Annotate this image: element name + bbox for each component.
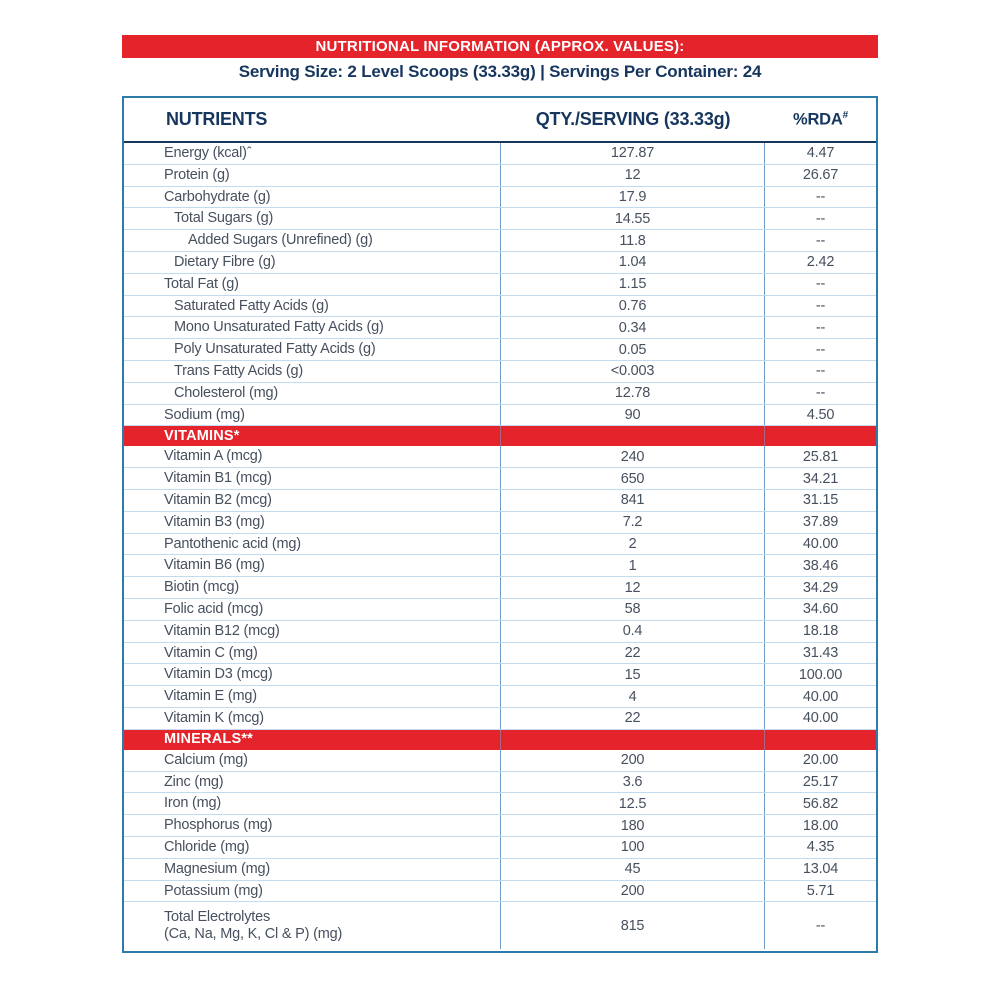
nutrient-cell (124, 446, 501, 467)
table-row (124, 772, 876, 794)
table-header-row (124, 98, 876, 143)
nutrient-cell (124, 534, 501, 555)
qty-cell: 11.8 (501, 230, 765, 251)
rda-cell: 4.35 (806, 839, 835, 856)
nutrient-label: Zinc (mg) (164, 773, 224, 790)
qty-cell: 4 (501, 686, 765, 707)
table-row (124, 361, 876, 383)
nutrient-cell (124, 772, 501, 793)
qty-cell: 12.5 (501, 793, 765, 814)
nutrient-label: Vitamin D3 (mcg) (164, 666, 273, 683)
nutrient-label: Biotin (mcg) (164, 579, 239, 596)
qty-cell: 14.55 (501, 208, 765, 229)
nutrient-cell (124, 621, 501, 642)
nutrient-cell (124, 599, 501, 620)
section-header-label: VITAMINS* (164, 428, 240, 445)
nutrient-cell (124, 837, 501, 858)
rda-cell: 26.67 (802, 167, 839, 184)
nutrient-label: Vitamin B3 (mg) (164, 513, 265, 530)
qty-cell: 240 (501, 446, 765, 467)
nutrient-label: Carbohydrate (g) (164, 188, 271, 205)
qty-cell: 22 (501, 708, 765, 729)
rda-cell: -- (815, 363, 826, 380)
nutrient-cell (124, 274, 501, 295)
nutrient-cell (124, 902, 501, 949)
table-row (124, 274, 876, 296)
nutrient-label: Trans Fatty Acids (g) (174, 363, 304, 380)
rda-cell: 100.00 (798, 666, 843, 683)
table-row (124, 339, 876, 361)
nutrient-cell (124, 815, 501, 836)
rda-cell: 31.43 (802, 644, 839, 661)
section-header-row (124, 730, 876, 750)
rda-cell: 25.17 (802, 773, 839, 790)
table-row (124, 512, 876, 534)
table-row (124, 383, 876, 405)
table-row (124, 555, 876, 577)
table-row (124, 446, 876, 468)
rda-cell: -- (815, 341, 826, 358)
qty-cell: 200 (501, 750, 765, 771)
nutrient-label: Mono Unsaturated Fatty Acids (g) (174, 319, 384, 336)
table-row (124, 187, 876, 209)
rda-cell: 31.15 (802, 492, 839, 509)
rda-cell: 40.00 (802, 535, 839, 552)
qty-cell: 3.6 (501, 772, 765, 793)
nutrient-cell (124, 361, 501, 382)
nutrient-cell (124, 143, 501, 164)
table-row (124, 165, 876, 187)
nutrient-cell (124, 426, 501, 446)
table-row (124, 750, 876, 772)
nutrient-cell (124, 490, 501, 511)
table-row (124, 468, 876, 490)
rda-cell: -- (815, 188, 826, 205)
table-row (124, 534, 876, 556)
qty-cell: 127.87 (501, 143, 765, 164)
qty-cell: 0.34 (501, 317, 765, 338)
table-row (124, 599, 876, 621)
nutrient-label: Sodium (mg) (164, 406, 245, 423)
qty-cell: <0.003 (501, 361, 765, 382)
rda-cell: 5.71 (806, 882, 835, 899)
nutrient-cell (124, 405, 501, 426)
nutrient-label: Vitamin K (mcg) (164, 709, 264, 726)
qty-cell: 58 (501, 599, 765, 620)
table-row (124, 577, 876, 599)
nutrient-label: Energy (kcal)ˆ (164, 145, 252, 162)
table-row (124, 490, 876, 512)
qty-cell: 200 (501, 881, 765, 902)
nutrient-label: Magnesium (mg) (164, 860, 270, 877)
section-header-label: MINERALS** (164, 731, 254, 748)
table-row (124, 793, 876, 815)
table-row (124, 664, 876, 686)
nutrient-cell (124, 512, 501, 533)
rda-cell: 13.04 (802, 861, 839, 878)
rda-footnote-mark: # (842, 109, 848, 121)
qty-cell: 0.05 (501, 339, 765, 360)
header-rda: %RDA# (793, 109, 848, 129)
nutrient-cell (124, 708, 501, 729)
rda-cell: -- (815, 319, 826, 336)
rda-cell: 37.89 (802, 514, 839, 531)
nutrient-cell (124, 296, 501, 317)
qty-cell: 12 (501, 165, 765, 186)
nutrition-table (122, 96, 878, 953)
qty-cell: 815 (501, 902, 765, 949)
qty-cell: 650 (501, 468, 765, 489)
qty-cell: 2 (501, 534, 765, 555)
nutrient-cell (124, 208, 501, 229)
table-row (124, 143, 876, 165)
qty-cell: 22 (501, 643, 765, 664)
qty-cell: 17.9 (501, 187, 765, 208)
table-row (124, 708, 876, 730)
nutrient-label: Added Sugars (Unrefined) (g) (188, 232, 373, 249)
rda-cell: 38.46 (802, 557, 839, 574)
rda-cell: -- (815, 276, 826, 293)
table-row (124, 815, 876, 837)
table-row (124, 881, 876, 903)
table-row (124, 208, 876, 230)
serving-info-line: Serving Size: 2 Level Scoops (33.33g) | Servings Per Container: 24 (238, 62, 762, 81)
qty-cell: 100 (501, 837, 765, 858)
nutrient-cell (124, 555, 501, 576)
nutrient-label: Saturated Fatty Acids (g) (174, 297, 329, 314)
table-body (124, 143, 876, 951)
nutrient-cell (124, 165, 501, 186)
qty-cell: 180 (501, 815, 765, 836)
qty-cell: 841 (501, 490, 765, 511)
qty-cell: 0.4 (501, 621, 765, 642)
rda-cell: 4.47 (806, 145, 835, 162)
nutrient-label: Pantothenic acid (mg) (164, 535, 301, 552)
rda-cell: 20.00 (802, 752, 839, 769)
table-row (124, 686, 876, 708)
nutrient-label: Vitamin B12 (mcg) (164, 622, 280, 639)
table-row (124, 252, 876, 274)
rda-cell (765, 426, 876, 446)
nutrient-label: Vitamin A (mcg) (164, 448, 263, 465)
table-row (124, 859, 876, 881)
nutrient-label: Iron (mg) (164, 795, 222, 812)
header-nutrients: NUTRIENTS (166, 109, 268, 129)
rda-cell: 40.00 (802, 688, 839, 705)
nutrient-label: Dietary Fibre (g) (174, 254, 276, 271)
nutrient-label: Calcium (mg) (164, 751, 248, 768)
nutrient-label-line2: (Ca, Na, Mg, K, Cl & P) (mg) (164, 925, 343, 942)
rda-cell: -- (815, 210, 826, 227)
table-row (124, 230, 876, 252)
nutrient-label: Phosphorus (mg) (164, 817, 273, 834)
nutrient-label: Total Electrolytes (164, 909, 270, 926)
rda-cell: 40.00 (802, 710, 839, 727)
rda-cell: -- (815, 297, 826, 314)
nutrient-label: Potassium (mg) (164, 882, 263, 899)
rda-cell: 4.50 (806, 406, 835, 423)
nutrient-cell (124, 643, 501, 664)
rda-cell: 18.00 (802, 817, 839, 834)
nutrient-label: Cholesterol (mg) (174, 384, 278, 401)
nutrient-cell (124, 383, 501, 404)
nutrient-label: Poly Unsaturated Fatty Acids (g) (174, 341, 376, 358)
qty-cell: 1.15 (501, 274, 765, 295)
nutrient-cell (124, 730, 501, 750)
nutrient-cell (124, 881, 501, 902)
table-row (124, 837, 876, 859)
rda-cell: 56.82 (802, 795, 839, 812)
nutrient-cell (124, 664, 501, 685)
table-row (124, 643, 876, 665)
qty-cell: 12.78 (501, 383, 765, 404)
rda-cell: 18.18 (802, 623, 839, 640)
nutrient-cell (124, 187, 501, 208)
title-banner (122, 35, 878, 58)
nutrient-cell (124, 252, 501, 273)
qty-cell: 7.2 (501, 512, 765, 533)
qty-cell (501, 730, 765, 750)
header-qty-serving: QTY./SERVING (33.33g) (535, 109, 731, 129)
nutrient-label: Total Sugars (g) (174, 210, 274, 227)
nutrient-label: Protein (g) (164, 166, 230, 183)
qty-cell: 90 (501, 405, 765, 426)
qty-cell: 12 (501, 577, 765, 598)
nutrient-label: Vitamin B1 (mcg) (164, 470, 272, 487)
nutrient-cell (124, 859, 501, 880)
section-header-row (124, 426, 876, 446)
nutrient-label: Chloride (mg) (164, 838, 250, 855)
nutrient-label: Vitamin E (mg) (164, 688, 257, 705)
qty-cell: 0.76 (501, 296, 765, 317)
table-row (124, 621, 876, 643)
qty-cell: 15 (501, 664, 765, 685)
table-row (124, 317, 876, 339)
rda-cell: -- (815, 917, 826, 934)
rda-cell: 34.21 (802, 470, 839, 487)
nutrient-label: Vitamin B2 (mcg) (164, 492, 272, 509)
nutrient-cell (124, 750, 501, 771)
qty-cell: 1 (501, 555, 765, 576)
nutrient-cell (124, 793, 501, 814)
rda-cell: 34.60 (802, 601, 839, 618)
rda-cell (765, 730, 876, 750)
table-row (124, 405, 876, 427)
qty-cell (501, 426, 765, 446)
table-row (124, 296, 876, 318)
qty-cell: 1.04 (501, 252, 765, 273)
nutrient-label: Folic acid (mcg) (164, 601, 264, 617)
nutrient-cell (124, 468, 501, 489)
nutrient-label: Vitamin B6 (mg) (164, 557, 265, 574)
nutrient-cell (124, 339, 501, 360)
nutrient-cell (124, 577, 501, 598)
nutrient-label: Total Fat (g) (164, 275, 239, 292)
rda-cell: -- (815, 232, 826, 249)
nutrient-cell (124, 230, 501, 251)
table-row (124, 902, 876, 949)
rda-cell: -- (815, 385, 826, 402)
nutrient-cell (124, 317, 501, 338)
qty-cell: 45 (501, 859, 765, 880)
rda-cell: 2.42 (806, 254, 835, 271)
rda-cell: 34.29 (802, 579, 839, 596)
nutrient-label: Vitamin C (mg) (164, 644, 258, 661)
rda-cell: 25.81 (802, 448, 839, 465)
nutrient-cell (124, 686, 501, 707)
title-banner-text: NUTRITIONAL INFORMATION (APPROX. VALUES): (315, 38, 685, 55)
